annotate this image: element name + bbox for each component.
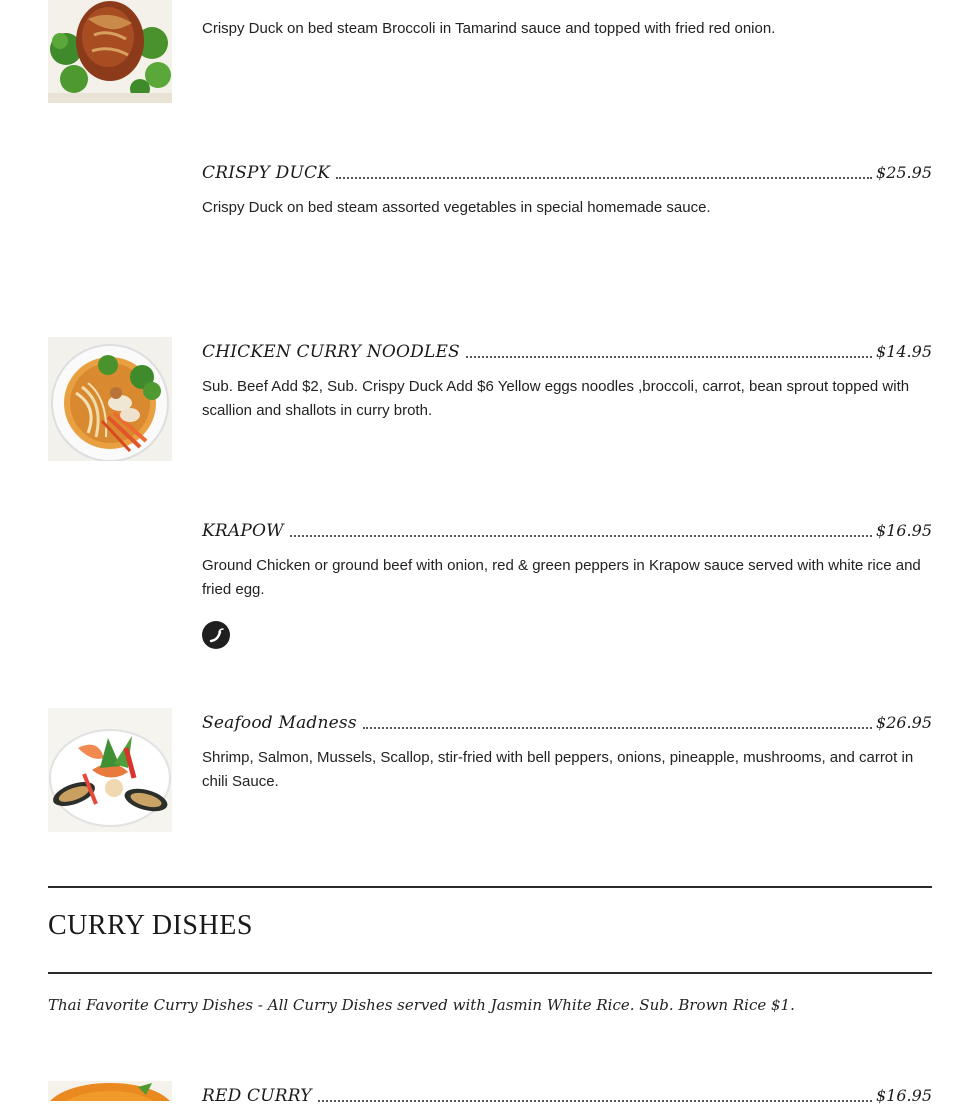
dotted-leader	[336, 177, 872, 179]
section-description: Thai Favorite Curry Dishes - All Curry Dishes served with Jasmin White Rice. Sub. Brown Rice $1.	[48, 996, 795, 1014]
item-price: $26.95	[876, 713, 932, 732]
item-description: Ground Chicken or ground beef with onion, red & green peppers in Krapow sauce served with white rice and fried egg.	[202, 557, 921, 598]
item-name[interactable]: KRAPOW	[202, 521, 284, 541]
item-description: Shrimp, Salmon, Mussels, Scallop, stir-fried with bell peppers, onions, pineapple, mushrooms, and carrot in chili Sauce.	[202, 749, 914, 790]
item-name[interactable]: CHICKEN CURRY NOODLES	[202, 342, 460, 362]
dotted-leader	[318, 1100, 872, 1102]
dotted-leader	[290, 535, 872, 537]
dotted-leader	[466, 356, 872, 358]
item-price: $14.95	[876, 342, 932, 361]
crispy-duck-broccoli-photo[interactable]	[48, 0, 172, 103]
section-divider-top	[48, 886, 932, 888]
item-name[interactable]: CRISPY DUCK	[202, 163, 331, 183]
item-description: Crispy Duck on bed steam assorted vegetables in special homemade sauce.	[202, 199, 711, 216]
item-name[interactable]: Seafood Madness	[202, 713, 357, 733]
item-description: Crispy Duck on bed steam Broccoli in Tamarind sauce and topped with fried red onion.	[202, 20, 776, 37]
seafood-madness-photo[interactable]	[48, 708, 172, 832]
chili-pepper-icon	[202, 621, 230, 649]
red-curry-photo[interactable]	[48, 1081, 172, 1101]
curry-noodles-photo[interactable]	[48, 337, 172, 461]
section-title: CURRY DISHES	[48, 910, 253, 941]
item-name[interactable]: RED CURRY	[202, 1086, 312, 1106]
dotted-leader	[363, 727, 872, 729]
item-price: $16.95	[876, 521, 932, 540]
item-description: Sub. Beef Add $2, Sub. Crispy Duck Add $6 Yellow eggs noodles ,broccoli, carrot, bean sprout topped with scallion and shallots in curry broth.	[202, 378, 910, 419]
section-divider-bottom	[48, 972, 932, 974]
item-price: $25.95	[876, 163, 932, 182]
item-price: $16.95	[876, 1086, 932, 1105]
